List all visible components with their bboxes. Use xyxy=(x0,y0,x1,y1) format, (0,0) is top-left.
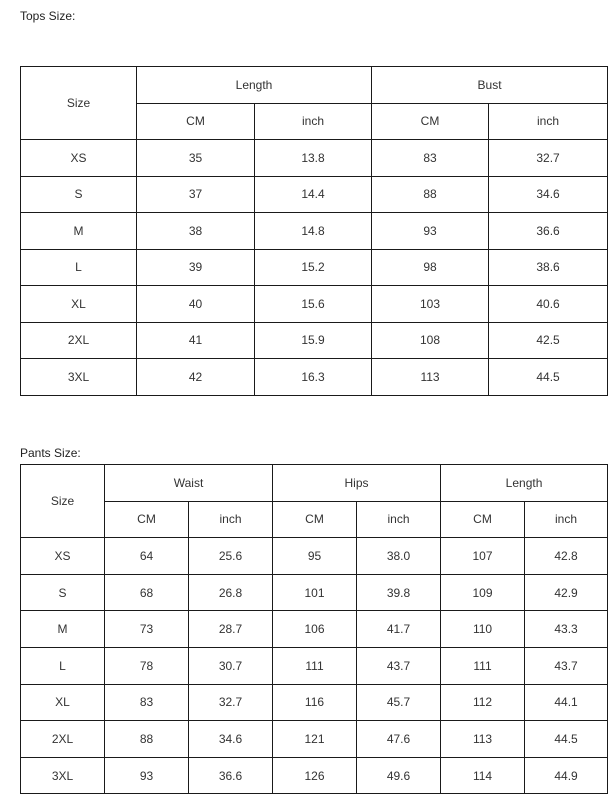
measurement-cell: 38.6 xyxy=(489,249,608,286)
table-row xyxy=(21,647,608,684)
size-cell: S xyxy=(21,574,105,611)
measurement-cell: 42.8 xyxy=(525,538,608,575)
measurement-cell: 110 xyxy=(441,611,525,648)
measurement-cell: 45.7 xyxy=(357,684,441,721)
pants-size-table xyxy=(20,464,608,794)
unit-header: inch xyxy=(489,103,608,140)
size-column-header: Size xyxy=(21,465,105,538)
size-cell: 2XL xyxy=(21,322,137,359)
measurement-cell: 14.8 xyxy=(255,213,372,250)
measurement-cell: 32.7 xyxy=(189,684,273,721)
size-cell: XL xyxy=(21,684,105,721)
table-row xyxy=(21,684,608,721)
measurement-cell: 42 xyxy=(137,359,255,396)
tops-size-title: Tops Size: xyxy=(20,9,76,23)
size-cell: 2XL xyxy=(21,721,105,758)
group-header-length: Length xyxy=(441,465,608,502)
measurement-cell: 14.4 xyxy=(255,176,372,213)
measurement-cell: 34.6 xyxy=(489,176,608,213)
group-header-length: Length xyxy=(137,67,372,104)
measurement-cell: 78 xyxy=(105,647,189,684)
pants-size-title: Pants Size: xyxy=(20,446,81,460)
size-cell: S xyxy=(21,176,137,213)
measurement-cell: 44.9 xyxy=(525,757,608,794)
tops-table-body xyxy=(21,67,608,396)
header-row-groups xyxy=(21,465,608,502)
pants-table-body xyxy=(21,465,608,794)
table-row xyxy=(21,322,608,359)
measurement-cell: 44.5 xyxy=(489,359,608,396)
measurement-cell: 41.7 xyxy=(357,611,441,648)
measurement-cell: 28.7 xyxy=(189,611,273,648)
table-row xyxy=(21,574,608,611)
size-column-header: Size xyxy=(21,67,137,140)
size-cell: XS xyxy=(21,140,137,177)
size-cell: XS xyxy=(21,538,105,575)
measurement-cell: 109 xyxy=(441,574,525,611)
group-header-bust: Bust xyxy=(372,67,608,104)
header-row-groups xyxy=(21,67,608,104)
measurement-cell: 26.8 xyxy=(189,574,273,611)
measurement-cell: 15.9 xyxy=(255,322,372,359)
table-row xyxy=(21,359,608,396)
size-cell: M xyxy=(21,213,137,250)
measurement-cell: 121 xyxy=(273,721,357,758)
table-row xyxy=(21,140,608,177)
measurement-cell: 15.2 xyxy=(255,249,372,286)
measurement-cell: 41 xyxy=(137,322,255,359)
measurement-cell: 43.7 xyxy=(525,647,608,684)
table-row xyxy=(21,176,608,213)
measurement-cell: 43.7 xyxy=(357,647,441,684)
measurement-cell: 43.3 xyxy=(525,611,608,648)
measurement-cell: 113 xyxy=(372,359,489,396)
size-cell: 3XL xyxy=(21,757,105,794)
measurement-cell: 83 xyxy=(105,684,189,721)
measurement-cell: 13.8 xyxy=(255,140,372,177)
measurement-cell: 16.3 xyxy=(255,359,372,396)
size-cell: L xyxy=(21,647,105,684)
measurement-cell: 64 xyxy=(105,538,189,575)
measurement-cell: 93 xyxy=(372,213,489,250)
unit-header: inch xyxy=(357,501,441,538)
measurement-cell: 83 xyxy=(372,140,489,177)
measurement-cell: 98 xyxy=(372,249,489,286)
table-row xyxy=(21,213,608,250)
measurement-cell: 101 xyxy=(273,574,357,611)
measurement-cell: 88 xyxy=(105,721,189,758)
measurement-cell: 108 xyxy=(372,322,489,359)
measurement-cell: 44.5 xyxy=(525,721,608,758)
measurement-cell: 40.6 xyxy=(489,286,608,323)
measurement-cell: 30.7 xyxy=(189,647,273,684)
table-row xyxy=(21,286,608,323)
measurement-cell: 38 xyxy=(137,213,255,250)
unit-header: CM xyxy=(441,501,525,538)
measurement-cell: 32.7 xyxy=(489,140,608,177)
measurement-cell: 38.0 xyxy=(357,538,441,575)
header-row-units xyxy=(21,501,608,538)
unit-header: inch xyxy=(189,501,273,538)
measurement-cell: 73 xyxy=(105,611,189,648)
measurement-cell: 111 xyxy=(441,647,525,684)
size-cell: XL xyxy=(21,286,137,323)
unit-header: CM xyxy=(105,501,189,538)
group-header-hips: Hips xyxy=(273,465,441,502)
measurement-cell: 111 xyxy=(273,647,357,684)
measurement-cell: 44.1 xyxy=(525,684,608,721)
measurement-cell: 42.9 xyxy=(525,574,608,611)
measurement-cell: 34.6 xyxy=(189,721,273,758)
table-row xyxy=(21,757,608,794)
measurement-cell: 47.6 xyxy=(357,721,441,758)
table-row xyxy=(21,538,608,575)
group-header-waist: Waist xyxy=(105,465,273,502)
unit-header: CM xyxy=(137,103,255,140)
measurement-cell: 126 xyxy=(273,757,357,794)
measurement-cell: 35 xyxy=(137,140,255,177)
measurement-cell: 39 xyxy=(137,249,255,286)
measurement-cell: 106 xyxy=(273,611,357,648)
unit-header: inch xyxy=(525,501,608,538)
measurement-cell: 114 xyxy=(441,757,525,794)
measurement-cell: 68 xyxy=(105,574,189,611)
measurement-cell: 49.6 xyxy=(357,757,441,794)
table-row xyxy=(21,249,608,286)
measurement-cell: 36.6 xyxy=(489,213,608,250)
table-row xyxy=(21,721,608,758)
measurement-cell: 88 xyxy=(372,176,489,213)
measurement-cell: 40 xyxy=(137,286,255,323)
unit-header: inch xyxy=(255,103,372,140)
size-cell: M xyxy=(21,611,105,648)
measurement-cell: 95 xyxy=(273,538,357,575)
measurement-cell: 112 xyxy=(441,684,525,721)
measurement-cell: 15.6 xyxy=(255,286,372,323)
measurement-cell: 103 xyxy=(372,286,489,323)
measurement-cell: 39.8 xyxy=(357,574,441,611)
table-row xyxy=(21,611,608,648)
tops-size-table xyxy=(20,66,608,396)
measurement-cell: 113 xyxy=(441,721,525,758)
measurement-cell: 116 xyxy=(273,684,357,721)
measurement-cell: 25.6 xyxy=(189,538,273,575)
unit-header: CM xyxy=(273,501,357,538)
measurement-cell: 42.5 xyxy=(489,322,608,359)
unit-header: CM xyxy=(372,103,489,140)
size-cell: L xyxy=(21,249,137,286)
measurement-cell: 36.6 xyxy=(189,757,273,794)
measurement-cell: 93 xyxy=(105,757,189,794)
measurement-cell: 107 xyxy=(441,538,525,575)
size-cell: 3XL xyxy=(21,359,137,396)
measurement-cell: 37 xyxy=(137,176,255,213)
